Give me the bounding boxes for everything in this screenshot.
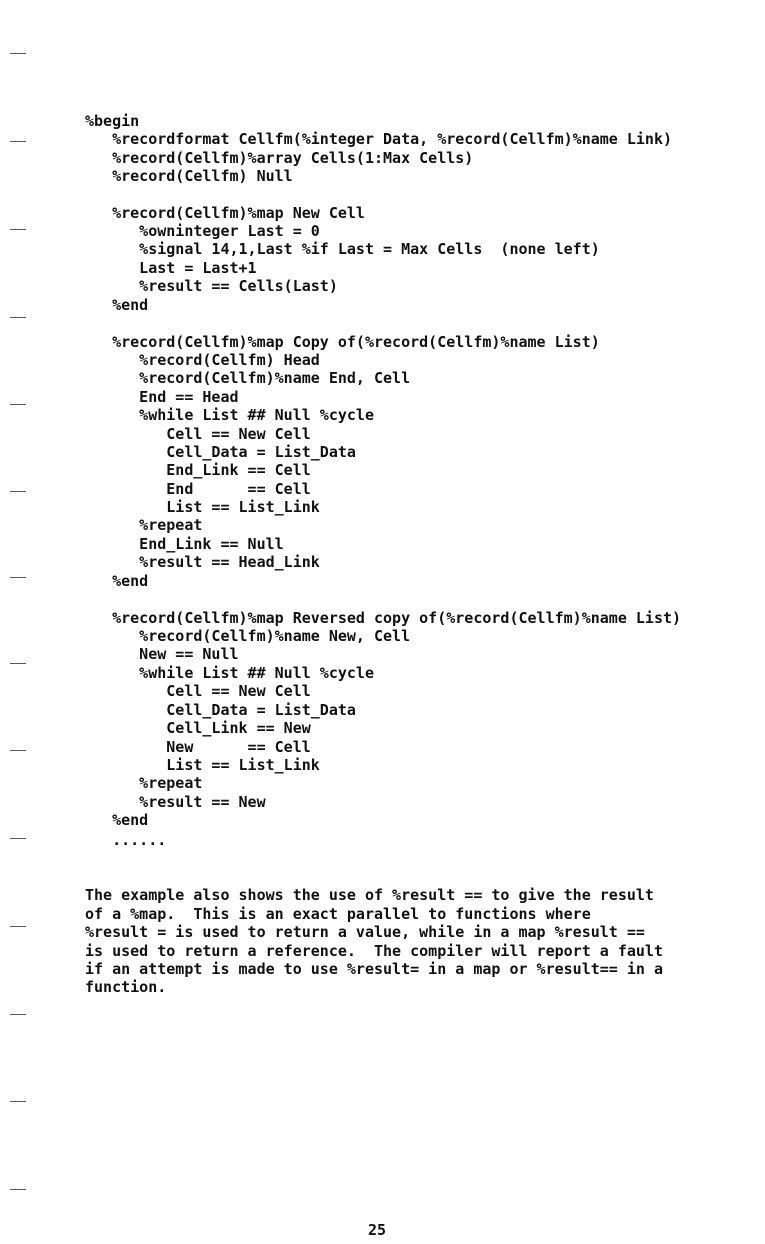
margin-tick [10,491,26,492]
code-line: %begin [85,112,140,130]
code-line: List == List_Link [85,498,320,516]
code-line: Cell_Link == New [85,719,311,737]
margin-tick [10,141,26,142]
code-line: %record(Cellfm)%map Reversed copy of(%record(Cellfm)%name List) [85,609,682,627]
code-line: %end [85,572,149,590]
code-line: %signal 14,1,Last %if Last = Max Cells (none left) [85,240,600,258]
code-line: Last = Last+1 [85,259,257,277]
paragraph-line: function. [85,978,167,996]
code-line: %end [85,811,149,829]
margin-tick [10,1189,26,1190]
code-line: ...... [85,831,167,849]
code-line: %record(Cellfm)%array Cells(1:Max Cells) [85,149,474,167]
paragraph-line: if an attempt is made to use %result= in a map or %result== in a [85,960,663,978]
code-line: End == Cell [85,480,311,498]
code-line: Cell_Data = List_Data [85,701,356,719]
margin-tick [10,404,26,405]
paragraph-line: The example also shows the use of %result == to give the result [85,886,654,904]
code-line: New == Null [85,645,239,663]
code-line: %repeat [85,516,203,534]
code-line: %record(Cellfm)%map Copy of(%record(Cellfm)%name List) [85,333,600,351]
page-number: 25 [368,1221,387,1239]
code-line: End == Head [85,388,239,406]
code-line: %repeat [85,774,203,792]
code-line: New == Cell [85,738,311,756]
margin-tick [10,53,26,54]
paragraph-line: is used to return a reference. The compiler will report a fault [85,942,663,960]
code-line: %record(Cellfm)%name End, Cell [85,369,411,387]
code-line: Cell == New Cell [85,682,311,700]
margin-tick [10,1101,26,1102]
code-line: %recordformat Cellfm(%integer Data, %record(Cellfm)%name Link) [85,130,672,148]
code-line: %record(Cellfm) Null [85,167,293,185]
code-line: List == List_Link [85,756,320,774]
code-line: %end [85,296,149,314]
code-line: %while List ## Null %cycle [85,406,374,424]
margin-tick [10,838,26,839]
code-line: %result == Head_Link [85,553,320,571]
margin-tick [10,926,26,927]
margin-tick [10,663,26,664]
code-line: Cell_Data = List_Data [85,443,356,461]
code-line: %record(Cellfm)%name New, Cell [85,627,411,645]
code-line: %record(Cellfm) Head [85,351,320,369]
code-line: %result == Cells(Last) [85,277,338,295]
paragraph-line: of a %map. This is an exact parallel to functions where [85,905,591,923]
code-line: %owninteger Last = 0 [85,222,320,240]
code-line: %record(Cellfm)%map New Cell [85,204,365,222]
margin-tick [10,577,26,578]
code-line: Cell == New Cell [85,425,311,443]
paragraph-line: %result = is used to return a value, while in a map %result == [85,923,645,941]
margin-tick [10,750,26,751]
margin-tick [10,1014,26,1015]
code-line: %result == New [85,793,266,811]
code-line: End_Link == Cell [85,461,311,479]
code-line: End_Link == Null [85,535,284,553]
code-line: %while List ## Null %cycle [85,664,374,682]
margin-tick [10,229,26,230]
margin-tick [10,317,26,318]
